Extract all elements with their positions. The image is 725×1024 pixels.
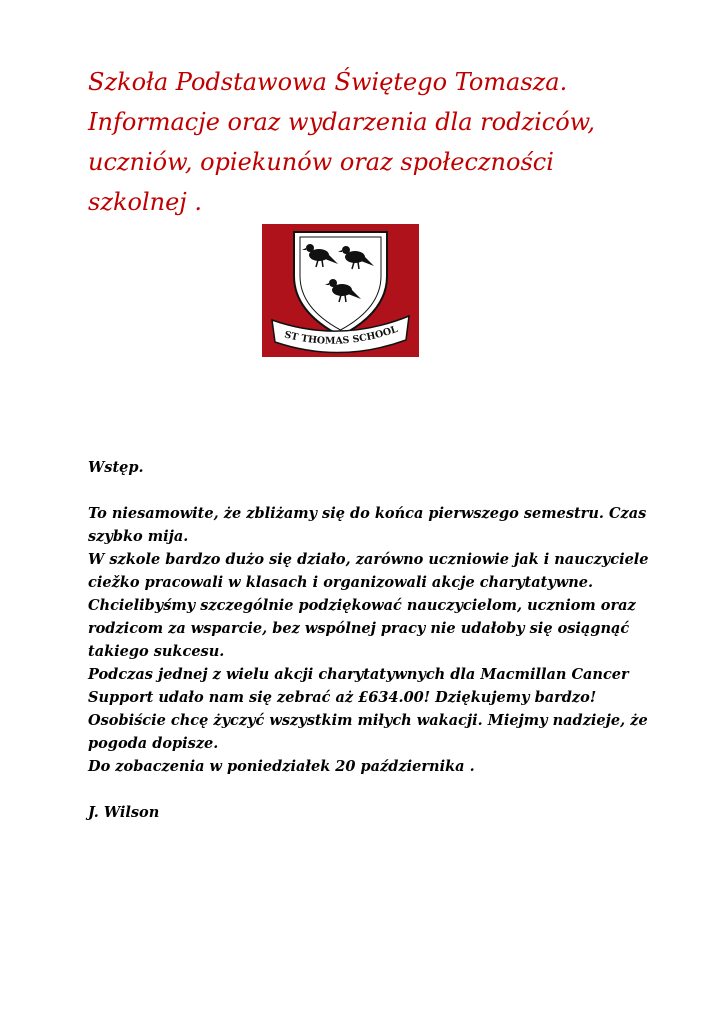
page-title [88, 62, 648, 222]
letter-line: Support udało nam się zebrać aż £634.00! Dziękujemy bardzo! [88, 689, 597, 706]
letter-line: Chcielibyśmy szczególnie podziękować nauczycielom, uczniom oraz [88, 597, 636, 614]
letter-body [88, 456, 648, 824]
letter-line: pogoda dopisze. [88, 735, 219, 752]
letter-line: Podczas jednej z wielu akcji charytatywnych dla Macmillan Cancer [88, 666, 629, 683]
greeting: Wstęp. [88, 459, 144, 476]
paragraph-gap [88, 479, 648, 502]
letter-line: To niesamowite, że zbliżamy się do końca pierwszego semestru. Czas [88, 505, 647, 522]
logo-banner-text: ST THOMAS SCHOOL [283, 323, 400, 347]
letter-line: Osobiście chcę życzyć wszystkim miłych wakacji. Miejmy nadzieje, że [88, 712, 648, 729]
title-line: uczniów, opiekunów oraz społeczności [88, 148, 554, 176]
letter-line: rodzicom za wsparcie, bez wspólnej pracy nie udałoby się osiągnąć [88, 620, 630, 637]
title-line: Informacje oraz wydarzenia dla rodziców, [88, 108, 595, 136]
paragraph-gap [88, 778, 648, 801]
letter-line: szybko mija. [88, 528, 189, 545]
letter-line: Do zobaczenia w poniedziałek 20 października . [88, 758, 475, 775]
letter-line: takiego sukcesu. [88, 643, 225, 660]
school-logo [262, 224, 419, 357]
letter-line: W szkole bardzo dużo się działo, zarówno uczniowie jak i nauczyciele [88, 551, 649, 568]
title-line: Szkoła Podstawowa Świętego Tomasza. [88, 68, 568, 96]
letter-line: ciežko pracowali w klasach i organizowali akcje charytatywne. [88, 574, 594, 591]
title-line: szkolnej . [88, 188, 202, 216]
signature: J. Wilson [88, 804, 160, 821]
